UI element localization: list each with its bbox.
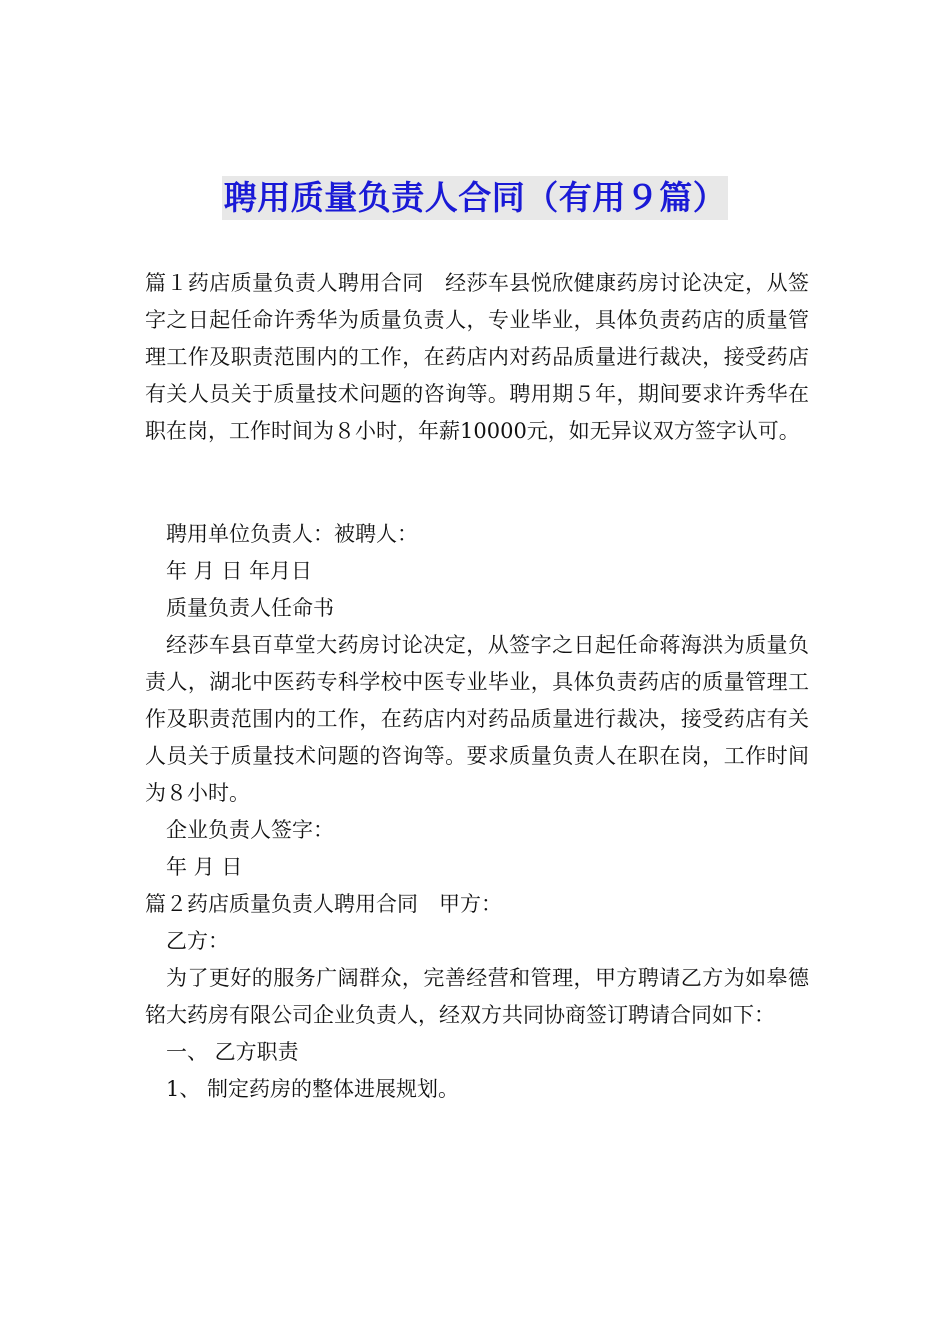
paragraph-gap: [145, 450, 809, 516]
party-b-line: 乙方：: [166, 929, 229, 953]
paragraph-intro: 为了更好的服务广阔群众，完善经营和管理，甲方聘请乙方为如皋德铭大药房有限公司企业负责人，经双方共同协商签订聘请合同如下：: [145, 966, 809, 1027]
article-2-heading: 篇２药店质量负责人聘用合同 甲方：: [145, 892, 502, 916]
document-title: 聘用质量负责人合同（有用９篇）: [222, 176, 729, 220]
signature-line-enterprise: 企业负责人签字：: [166, 818, 334, 842]
paragraph-article-1: 篇１药店质量负责人聘用合同 经莎车县悦欣健康药房讨论决定，从签字之日起任命许秀华为质量负责人，专业毕业，具体负责药店的质量管理工作及职责范围内的工作，在药店内对药品质量进行裁决，接受药店有关人员关于质量技术问题的咨询等。聘用期５年，期间要求许秀华在职在岗，工作时间为８小时，年薪10000元，如无异议双方签字认可。: [145, 271, 809, 443]
paragraph-appointment: 经莎车县百草堂大药房讨论决定，从签字之日起任命蒋海洪为质量负责人，湖北中医药专科学校中医专业毕业，具体负责药店的质量管理工作及职责范围内的工作，在药店内对药品质量进行裁决，接受药店有关人员关于质量技术问题的咨询等。要求质量负责人在职在岗，工作时间为８小时。: [145, 633, 809, 805]
signature-line-employer: 聘用单位负责人：被聘人：: [166, 522, 418, 546]
document-body: [145, 265, 809, 1108]
list-item-duty-1: 1、 制定药房的整体进展规划。: [166, 1077, 460, 1101]
section-heading-duties: 一、 乙方职责: [166, 1040, 299, 1064]
appointment-heading: 质量负责人任命书: [166, 596, 334, 620]
title-container: [0, 176, 950, 220]
date-line: 年 月 日 年月日: [166, 559, 313, 583]
date-line-2: 年 月 日: [166, 855, 243, 879]
